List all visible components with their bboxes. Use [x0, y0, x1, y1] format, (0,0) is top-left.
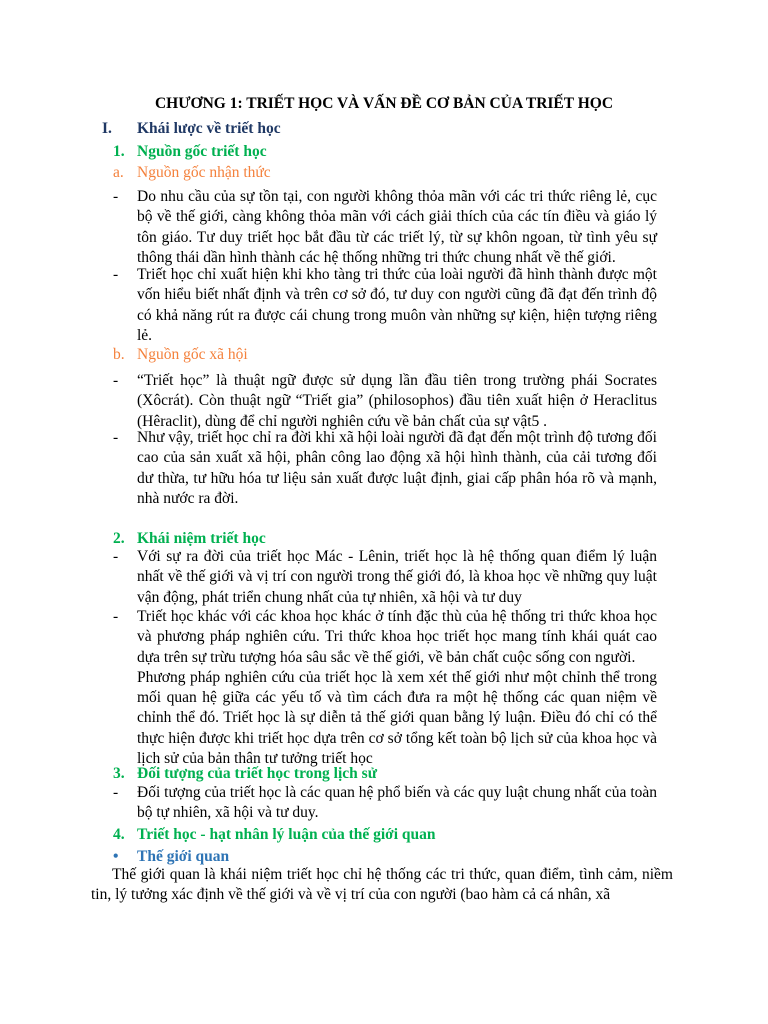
item-heading: Nguồn gốc nhận thức: [137, 164, 271, 181]
paragraph-text: Như vậy, triết học chỉ ra đời khi xã hội loài người đã đạt đến một trình độ tương đối cao của sản xuất xã hội, phân công lao động xã hội hình thành, của cải tương đối dư thừa, tư hữu hóa tư liệu sản xuất được luật định, giai cấp phân hóa rõ và mạnh, nhà nước ra đời.: [137, 429, 657, 507]
paragraph: [91, 865, 673, 906]
paragraph-text: Triết học khác với các khoa học khác ở tính đặc thù của hệ thống tri thức khoa học và phương pháp nghiên cứu. Tri thức khoa học triết học mang tính khái quát cao dựa trên sự trừu tượng hóa sâu sắc về thế giới, về bản chất cuộc sống con người.: [137, 608, 657, 666]
paragraph-text: Thế giới quan là khái niệm triết học chỉ hệ thống các tri thức, quan điểm, tình cảm, niềm tin, lý tưởng xác định về thế giới và về vị trí của con người (bao hàm cả cá nhân, xã: [91, 866, 673, 904]
paragraph: [137, 783, 657, 824]
dash-marker: -: [113, 548, 119, 565]
paragraph-text: Triết học chỉ xuất hiện khi kho tàng tri thức của loài người đã hình thành được một vốn hiểu biết nhất định và trên cơ sở đó, tư duy con người cũng đã đạt đến trình độ có khả năng rút ra được cái chung trong muôn vàn những sự kiện, hiện tượng riêng lẻ.: [137, 266, 657, 344]
dash-marker: -: [113, 608, 119, 625]
dash-marker: -: [113, 188, 119, 205]
dash-marker: -: [113, 266, 119, 283]
subsection-heading: Đối tượng của triết học trong lịch sử: [137, 765, 378, 782]
paragraph: [137, 547, 657, 608]
subsection-heading: Nguồn gốc triết học: [137, 143, 267, 160]
dash-marker: -: [113, 784, 119, 801]
subsection-number: 3.: [113, 765, 125, 782]
paragraph: [137, 607, 657, 769]
item-letter: b.: [113, 346, 125, 363]
paragraph: [137, 371, 657, 432]
section-number: I.: [102, 120, 112, 137]
subsection-heading: Triết học - hạt nhân lý luận của thế giới quan: [137, 826, 436, 843]
paragraph: [137, 187, 657, 268]
bullet-heading: Thế giới quan: [137, 848, 230, 865]
subsection-heading: Khái niệm triết học: [137, 530, 266, 547]
item-heading: Nguồn gốc xã hội: [137, 346, 248, 363]
paragraph-text: “Triết học” là thuật ngữ được sử dụng lần đầu tiên trong trường phái Socrates (Xôcrát). Còn thuật ngữ “Triết gia” (philosophos) đầu tiên xuất hiện ở Heraclitus (Hêraclit), dùng để chỉ người nghiên cứu về bản chất của sự vật5 .: [137, 372, 657, 430]
subsection-number: 1.: [113, 143, 125, 160]
paragraph-text: Do nhu cầu của sự tồn tại, con người không thỏa mãn với các tri thức riêng lẻ, cục bộ về thế giới, càng không thỏa mãn với cách giải thích của các tín điều và giáo lý tôn giáo. Tư duy triết học bắt đầu từ các triết lý, từ sự khôn ngoan, từ tình yêu sự thông thái dần hình thành các hệ thống những tri thức chung nhất về thế giới.: [137, 188, 657, 266]
paragraph-text: Đối tượng của triết học là các quan hệ phổ biến và các quy luật chung nhất của toàn bộ tự nhiên, xã hội và tư duy.: [137, 784, 657, 822]
bullet-icon: •: [113, 848, 119, 865]
paragraph-text: Với sự ra đời của triết học Mác - Lênin, triết học là hệ thống quan điểm lý luận nhất về thế giới và vị trí con người trong thế giới đó, là khoa học về những quy luật vận động, phát triển chung nhất của tự nhiên, xã hội và tư duy: [137, 548, 657, 606]
paragraph-text: Phương pháp nghiên cứu của triết học là xem xét thế giới như một chỉnh thể trong mối quan hệ giữa các yếu tố và tìm cách đưa ra một hệ thống các quan niệm về chỉnh thể đó. Triết học là sự diễn tả thế giới quan bằng lý luận. Điều đó chỉ có thể thực hiện được khi triết học dựa trên cơ sở tổng kết toàn bộ lịch sử của khoa học và lịch sử của bản thân tư tưởng triết học: [137, 668, 657, 768]
subsection-number: 2.: [113, 530, 125, 547]
item-letter: a.: [113, 164, 124, 181]
paragraph: [137, 428, 657, 509]
section-heading: Khái lược về triết học: [137, 120, 281, 137]
dash-marker: -: [113, 429, 119, 446]
page-title: CHƯƠNG 1: TRIẾT HỌC VÀ VẤN ĐỀ CƠ BẢN CỦA TRIẾT HỌC: [154, 95, 614, 112]
paragraph: [137, 265, 657, 346]
dash-marker: -: [113, 372, 119, 389]
subsection-number: 4.: [113, 826, 125, 843]
